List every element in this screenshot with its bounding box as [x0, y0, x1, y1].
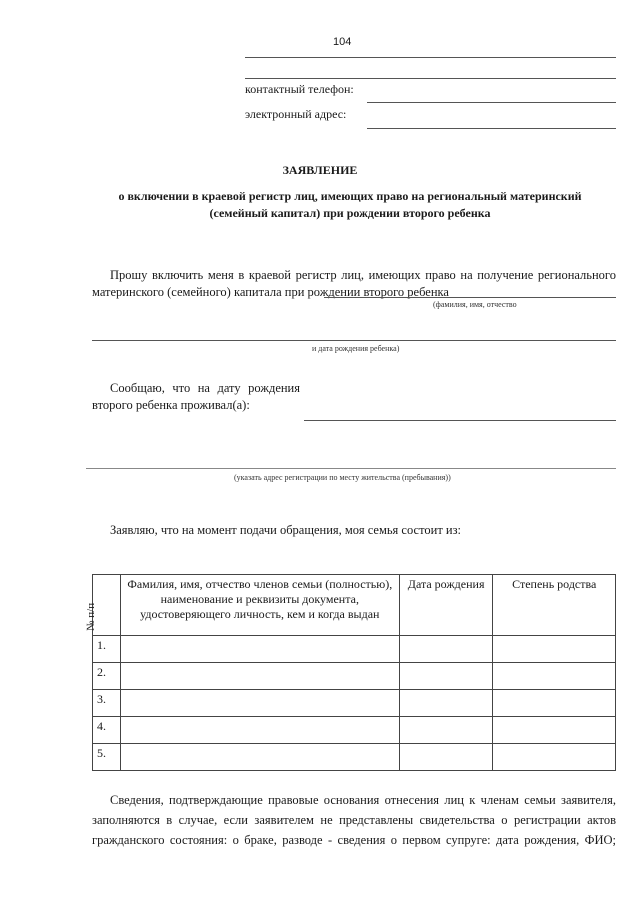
header-relation: Степень родства — [493, 575, 616, 636]
request-line1: Прошу включить меня в краевой регистр лиц, имеющих право на получение регионального — [110, 268, 616, 282]
child-dob-field[interactable] — [92, 340, 616, 341]
member-name-cell[interactable] — [120, 744, 399, 771]
row-number: 4. — [93, 717, 121, 744]
table-row — [93, 717, 616, 744]
document-subtitle-line2: (семейный капитал) при рождении второго ребенка — [209, 206, 491, 220]
hint-dob: и дата рождения ребенка) — [312, 344, 400, 353]
member-name-cell[interactable] — [120, 636, 399, 663]
member-dob-cell[interactable] — [399, 744, 493, 771]
row-number: 1. — [93, 636, 121, 663]
header-name: Фамилия, имя, отчество членов семьи (полностью), наименование и реквизиты документа, удостоверяющего личность, кем и когда выдан — [120, 575, 399, 636]
table-row — [93, 690, 616, 717]
residence-line1: Сообщаю, что на дату рождения — [110, 381, 300, 395]
applicant-line-2[interactable] — [245, 78, 616, 79]
header-num-label: № п/п — [85, 602, 97, 631]
table-row — [93, 636, 616, 663]
address-field[interactable] — [304, 420, 616, 421]
member-relation-cell[interactable] — [493, 717, 616, 744]
member-name-cell[interactable] — [120, 663, 399, 690]
row-number: 3. — [93, 690, 121, 717]
email-field[interactable] — [367, 128, 616, 129]
member-dob-cell[interactable] — [399, 636, 493, 663]
family-members-table — [85, 574, 616, 771]
row-number: 5. — [93, 744, 121, 771]
member-relation-cell[interactable] — [493, 744, 616, 771]
document-title: ЗАЯВЛЕНИЕ — [282, 163, 358, 177]
page-number: 104 — [333, 36, 352, 48]
hint-fio: (фамилия, имя, отчество — [433, 300, 517, 309]
email-label: электронный адрес: — [245, 107, 347, 121]
member-dob-cell[interactable] — [399, 663, 493, 690]
family-intro: Заявляю, что на момент подачи обращения, моя семья состоит из: — [110, 523, 462, 537]
table-header-row — [93, 575, 616, 636]
address-field-2[interactable] — [86, 468, 616, 469]
request-line2: материнского (семейного) капитала при рождении второго ребенка — [92, 285, 449, 299]
child-fio-field[interactable] — [324, 297, 616, 298]
member-name-cell[interactable] — [120, 717, 399, 744]
member-relation-cell[interactable] — [493, 663, 616, 690]
row-number: 2. — [93, 663, 121, 690]
table-row — [93, 744, 616, 771]
info-line2: заполняются в случае, если заявителем не представлены свидетельства о регистрации актов — [92, 813, 616, 827]
member-dob-cell[interactable] — [399, 717, 493, 744]
table-row — [93, 663, 616, 690]
member-dob-cell[interactable] — [399, 690, 493, 717]
residence-line2: второго ребенка проживал(а): — [92, 398, 250, 412]
document-subtitle-line1: о включении в краевой регистр лиц, имеющих право на региональный материнский — [118, 189, 582, 203]
info-line3: гражданского состояния: о браке, разводе - сведения о первом супруге: дата рождения, ФИО; — [92, 833, 616, 847]
header-num — [85, 575, 121, 636]
info-line1: Сведения, подтверждающие правовые основания отнесения лиц к членам семьи заявителя, — [110, 793, 616, 807]
member-relation-cell[interactable] — [493, 636, 616, 663]
member-relation-cell[interactable] — [493, 690, 616, 717]
phone-field[interactable] — [367, 102, 616, 103]
header-dob: Дата рождения — [399, 575, 493, 636]
phone-label: контактный телефон: — [245, 82, 354, 96]
hint-address: (указать адрес регистрации по месту жительства (пребывания)) — [234, 473, 451, 482]
member-name-cell[interactable] — [120, 690, 399, 717]
applicant-line[interactable] — [245, 57, 616, 58]
